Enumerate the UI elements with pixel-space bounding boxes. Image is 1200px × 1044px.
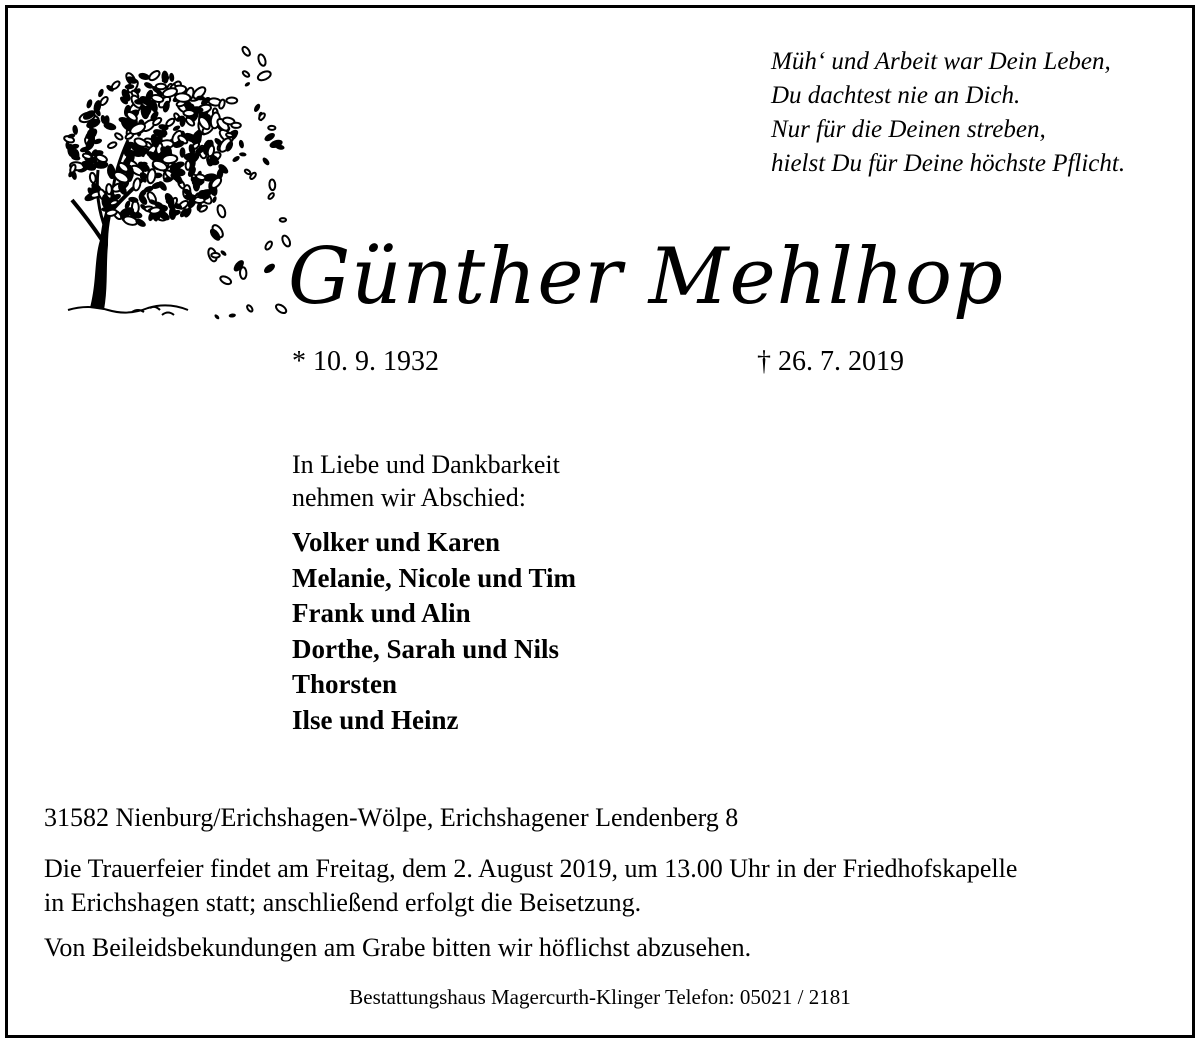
tree-icon (42, 40, 292, 332)
death-date: † 26. 7. 2019 (757, 346, 904, 377)
poem-line: Müh‘ und Arbeit war Dein Leben, (771, 48, 1111, 75)
mourner-entry: Volker und Karen (292, 527, 501, 557)
service-info (44, 852, 1017, 920)
mourner-entry: Frank und Alin (292, 598, 471, 628)
farewell-line: In Liebe und Dankbarkeit (292, 450, 560, 479)
mourner-entry: Thorsten (292, 669, 398, 699)
service-line: in Erichshagen statt; anschließend erfolgt die Beisetzung. (44, 888, 642, 917)
farewell-line: nehmen wir Abschied: (292, 483, 526, 512)
birth-date: * 10. 9. 1932 (292, 346, 439, 377)
undertaker-contact: Bestattungshaus Magercurth-Klinger Telefon: 05021 / 2181 (349, 985, 851, 1009)
address: 31582 Nienburg/Erichshagen-Wölpe, Erichshagener Lendenberg 8 (44, 803, 739, 832)
poem (771, 45, 1125, 181)
mourner-entry: Dorthe, Sarah und Nils (292, 633, 560, 664)
mourners-list (292, 525, 576, 738)
farewell-text (292, 448, 560, 514)
mourner-entry: Ilse und Heinz (292, 704, 459, 735)
mourner-entry: Melanie, Nicole und Tim (292, 562, 577, 593)
condolence-note: Von Beileidsbekundungen am Grabe bitten wir höflichst abzusehen. (44, 933, 752, 962)
poem-line: Nur für die Deinen streben, (771, 116, 1046, 143)
poem-line: hielst Du für Deine höchste Pflicht. (771, 150, 1126, 177)
deceased-name: Günther Mehlhop (288, 232, 1004, 322)
poem-line: Du dachtest nie an Dich. (771, 82, 1021, 109)
service-line: Die Trauerfeier findet am Freitag, dem 2. August 2019, um 13.00 Uhr in der Friedhofskapelle (44, 854, 1018, 883)
